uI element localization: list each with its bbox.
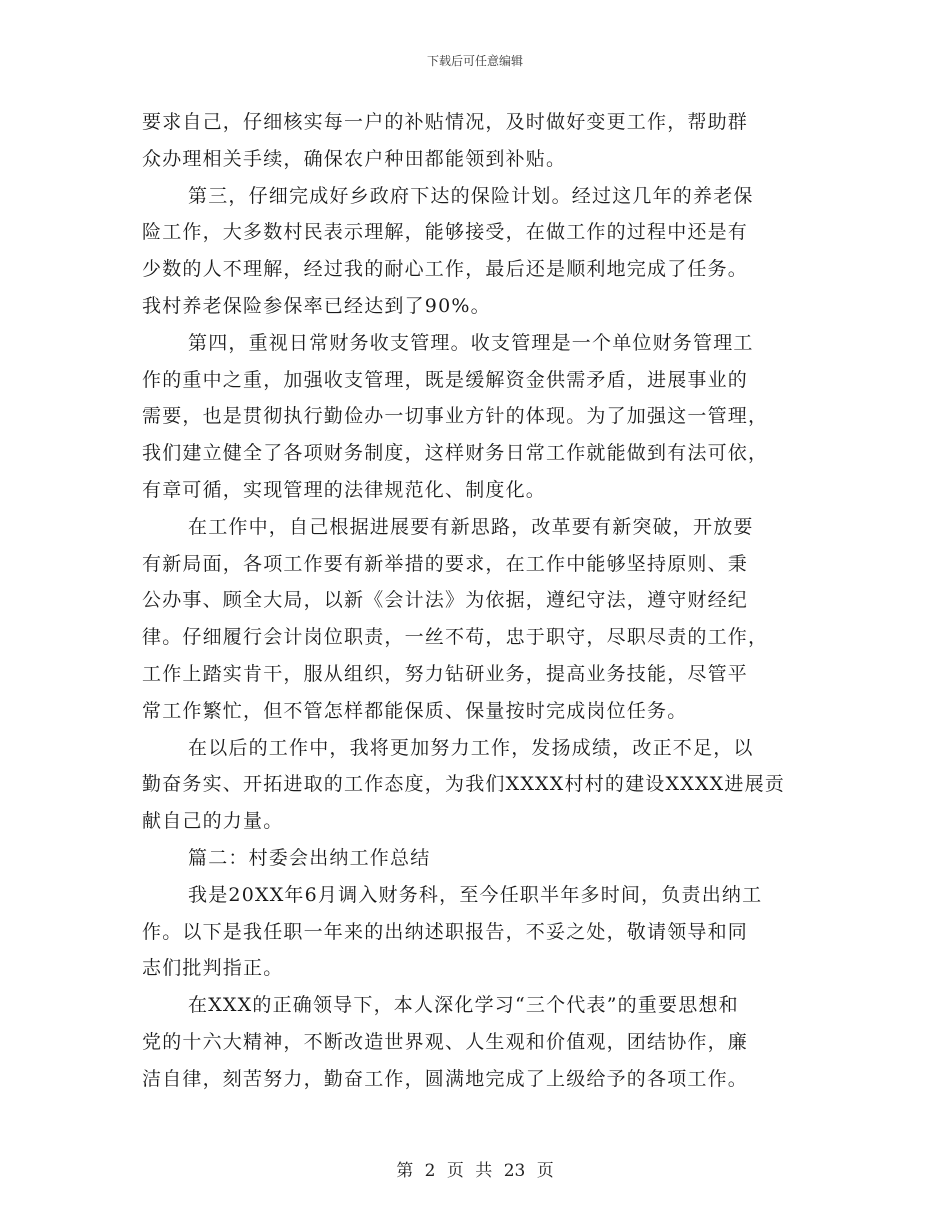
page-footer: 第 2 页 共 23 页: [396, 1161, 554, 1181]
text-line: 在工作中，自己根据进展要有新思路，改革要有新突破，开放要: [188, 515, 754, 538]
text-line: 我是20XX年6月调入财务科，至今任职半年多时间，负责出纳工: [188, 883, 763, 906]
text-line: 要求自己，仔细核实每一户的补贴情况，及时做好变更工作，帮助群: [142, 111, 749, 133]
text-line: 律。仔细履行会计岗位职责，一丝不苟，忠于职守，尽职尽责的工作，: [142, 626, 769, 649]
text-line: 有章可循，实现管理的法律规范化、制度化。: [142, 478, 547, 501]
document-body: [142, 104, 810, 1098]
text-line: 在以后的工作中，我将更加努力工作，发扬成绩，改正不足，以: [188, 736, 754, 759]
text-line: 洁自律，刻苦努力，勤奋工作，圆满地完成了上级给予的各项工作。: [142, 1067, 749, 1090]
text-line: 勤奋务实、开拓进取的工作态度，为我们XXXX村村的建设XXXX进展贡: [142, 773, 786, 796]
text-line: 我们建立健全了各项财务制度，这样财务日常工作就能做到有法可依，: [142, 442, 769, 465]
text-line: 第四，重视日常财务收支管理。收支管理是一个单位财务管理工: [188, 331, 754, 354]
text-line: 作。以下是我任职一年来的出纳述职报告，不妥之处，敬请领导和同: [142, 920, 749, 943]
text-line: 公办事、顾全大局，以新《会计法》为依据，遵纪守法，遵守财经纪: [142, 589, 749, 612]
text-line: 第三，仔细完成好乡政府下达的保险计划。经过这几年的养老保: [188, 184, 754, 207]
text-line: 常工作繁忙，但不管怎样都能保质、保量按时完成岗位任务。: [142, 699, 688, 722]
text-line: 少数的人不理解，经过我的耐心工作，最后还是顺利地完成了任务。: [142, 258, 749, 281]
text-line: 作的重中之重，加强收支管理，既是缓解资金供需矛盾，进展事业的: [142, 368, 749, 391]
text-line: 众办理相关手续，确保农户种田都能领到补贴。: [142, 147, 567, 170]
text-line: 志们批判指正。: [142, 957, 284, 980]
text-line: 篇二：村委会出纳工作总结: [188, 846, 431, 869]
text-line: 需要，也是贯彻执行勤俭办一切事业方针的体现。为了加强这一管理，: [142, 405, 769, 428]
text-line: 党的十六大精神，不断改造世界观、人生观和价值观，团结协作，廉: [142, 1030, 749, 1053]
page-header: 下载后可任意编辑: [426, 54, 523, 68]
text-line: 献自己的力量。: [142, 810, 284, 833]
text-line: 在XXX的正确领导下，本人深化学习“三个代表”的重要思想和: [188, 994, 739, 1017]
text-line: 险工作，大多数村民表示理解，能够接受，在做工作的过程中还是有: [142, 221, 749, 244]
text-line: 有新局面，各项工作要有新举措的要求，在工作中能够坚持原则、秉: [142, 552, 749, 575]
text-line: 工作上踏实肯干，服从组织，努力钻研业务，提高业务技能，尽管平: [142, 662, 749, 685]
text-line: 我村养老保险参保率已经达到了90%。: [142, 294, 491, 317]
